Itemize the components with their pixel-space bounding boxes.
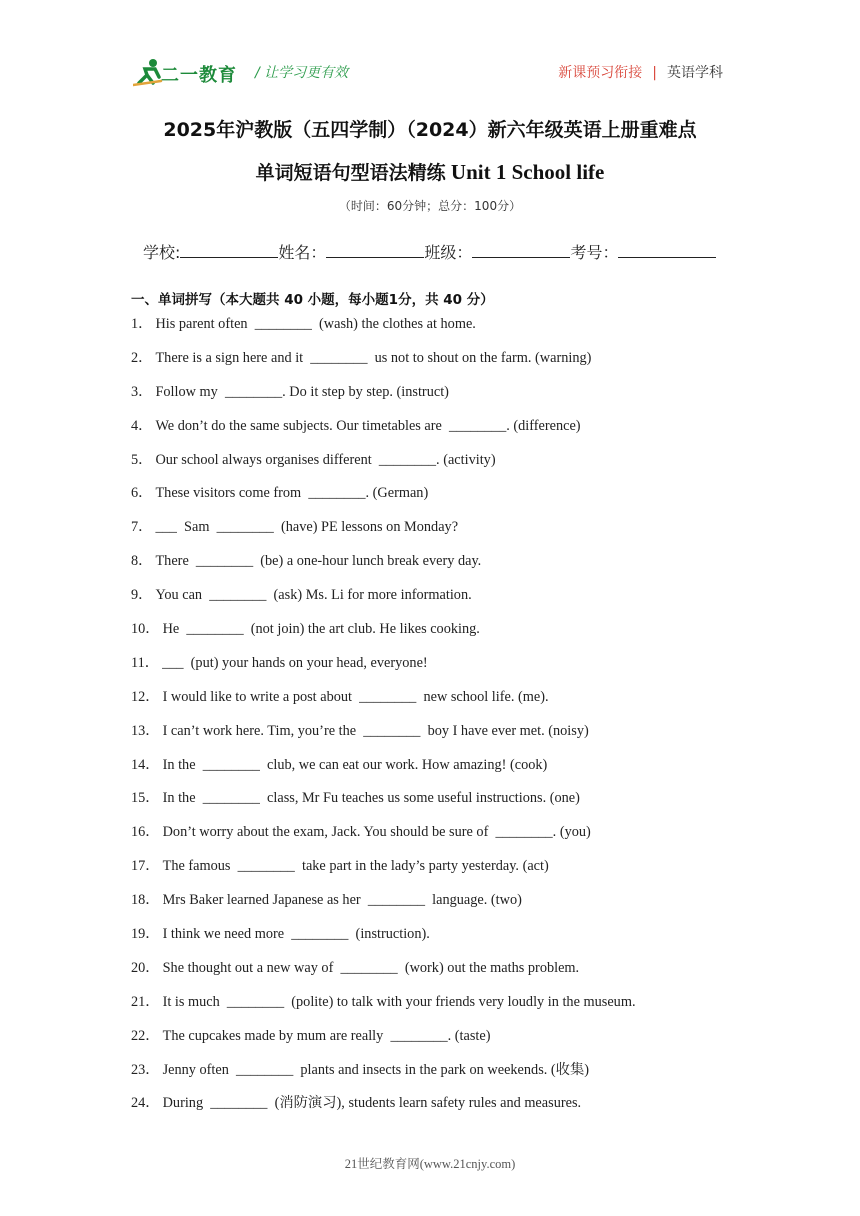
header-course-type: 新课预习衔接 <box>558 65 643 81</box>
question-text: These visitors come from ________. (German) <box>155 485 429 502</box>
header-subject: 英语学科 <box>667 65 723 81</box>
question-number: 10． <box>131 621 160 638</box>
logo-text: 二一教育 <box>161 65 237 86</box>
question-item <box>131 314 636 348</box>
name-blank <box>326 242 424 258</box>
question-number: 4． <box>131 417 153 434</box>
question-item <box>131 721 636 755</box>
question-item <box>131 551 636 585</box>
slogan: / 让学习更有效 <box>255 65 349 81</box>
question-item <box>131 1060 636 1094</box>
question-number: 20． <box>131 959 160 976</box>
header-right <box>558 62 723 82</box>
info-label-class: 班级： <box>424 243 473 262</box>
page-footer: 21世纪教育网(www.21cnjy.com) <box>344 1157 516 1171</box>
question-number: 14． <box>131 756 160 773</box>
question-item <box>131 755 636 789</box>
question-text: ___ (put) your hands on your head, everyone! <box>162 654 428 671</box>
question-text: Don’t worry about the exam, Jack. You should be sure of ________. (you) <box>162 824 591 841</box>
document-title-line2 <box>0 158 860 185</box>
question-number: 19． <box>131 926 160 943</box>
question-item <box>131 1026 636 1060</box>
title-line2-cn: 单词短语句型语法精练 <box>255 162 446 184</box>
question-item <box>131 348 636 382</box>
question-item <box>131 687 636 721</box>
question-list <box>131 314 636 1127</box>
question-text: The cupcakes made by mum are really ________. (taste) <box>162 1027 491 1044</box>
question-text: ___ Sam ________ (have) PE lessons on Monday? <box>155 519 459 536</box>
question-number: 13． <box>131 722 160 739</box>
question-number: 17． <box>131 858 160 875</box>
question-item <box>131 924 636 958</box>
question-text: Mrs Baker learned Japanese as her ________ language. (two) <box>162 892 522 909</box>
question-number: 11． <box>131 654 160 671</box>
question-item <box>131 992 636 1026</box>
question-text: I can’t work here. Tim, you’re the ________ boy I have ever met. (noisy) <box>162 722 589 739</box>
question-number: 23． <box>131 1061 160 1078</box>
question-number: 15． <box>131 790 160 807</box>
school-blank <box>180 242 278 258</box>
question-text: He ________ (not join) the art club. He likes cooking. <box>162 621 480 638</box>
question-item <box>131 788 636 822</box>
question-item <box>131 382 636 416</box>
question-number: 8． <box>131 553 153 570</box>
question-text: His parent often ________ (wash) the clothes at home. <box>155 316 476 332</box>
question-text: We don’t do the same subjects. Our timetables are ________. (difference) <box>155 417 581 434</box>
question-number: 18． <box>131 892 160 909</box>
class-blank <box>472 242 570 258</box>
question-item <box>131 619 636 653</box>
question-text: The famous ________ take part in the lady’s party yesterday. (act) <box>162 858 549 875</box>
page-header <box>0 0 860 100</box>
question-text: In the ________ class, Mr Fu teaches us some useful instructions. (one) <box>162 790 580 807</box>
question-number: 12． <box>131 688 160 705</box>
question-item <box>131 416 636 450</box>
question-text: She thought out a new way of ________ (work) out the maths problem. <box>162 959 580 976</box>
question-item <box>131 856 636 890</box>
question-number: 21． <box>131 993 160 1010</box>
info-label-school: 学校: <box>143 243 181 262</box>
question-number: 9． <box>131 587 153 604</box>
question-item <box>131 450 636 484</box>
question-number: 16． <box>131 824 160 841</box>
question-number: 6． <box>131 485 153 502</box>
header-separator: | <box>652 65 657 81</box>
question-text: There ________ (be) a one-hour lunch break every day. <box>155 553 482 570</box>
question-text: In the ________ club, we can eat our work. How amazing! (cook) <box>162 756 548 773</box>
question-text: I would like to write a post about ________ new school life. (me). <box>162 688 549 705</box>
question-number: 22． <box>131 1027 160 1044</box>
info-label-name: 姓名： <box>278 243 327 262</box>
question-item <box>131 585 636 619</box>
number-blank <box>618 242 716 258</box>
question-number: 1． <box>131 316 153 332</box>
runner-logo-icon <box>133 57 163 89</box>
question-text: It is much ________ (polite) to talk with your friends very loudly in the museum. <box>162 993 636 1010</box>
question-item <box>131 483 636 517</box>
question-item <box>131 1093 636 1127</box>
header-divider <box>130 92 730 93</box>
question-number: 3． <box>131 383 153 400</box>
question-item <box>131 653 636 687</box>
question-text: There is a sign here and it ________ us not to shout on the farm. (warning) <box>155 349 592 366</box>
question-number: 2． <box>131 349 153 366</box>
title-line2-en: Unit 1 School life <box>445 160 605 184</box>
question-item <box>131 890 636 924</box>
question-text: Jenny often ________ plants and insects in the park on weekends. (收集) <box>162 1061 590 1078</box>
question-text: Follow my ________. Do it step by step. (instruct) <box>155 383 449 400</box>
question-item <box>131 517 636 551</box>
question-text: I think we need more ________ (instruction). <box>162 926 430 943</box>
logo <box>133 57 245 89</box>
question-number: 24． <box>131 1095 160 1112</box>
document-title-line1: 2025年沪教版（五四学制）（2024）新六年级英语上册重难点 <box>163 119 697 141</box>
question-item <box>131 822 636 856</box>
exam-time-score: （时间：60分钟；总分：100分） <box>338 199 522 213</box>
question-text: You can ________ (ask) Ms. Li for more information. <box>155 587 472 604</box>
question-text: During ________ (消防演习), students learn safety rules and measures. <box>162 1095 582 1112</box>
question-item <box>131 958 636 992</box>
info-label-number: 考号： <box>570 243 619 262</box>
question-number: 7． <box>131 519 153 536</box>
question-text: Our school always organises different ________. (activity) <box>155 451 496 468</box>
question-number: 5． <box>131 451 153 468</box>
student-info-row <box>143 240 716 263</box>
section-title: 一、单词拼写（本大题共 40 小题，每小题1分，共 40 分） <box>131 292 494 308</box>
